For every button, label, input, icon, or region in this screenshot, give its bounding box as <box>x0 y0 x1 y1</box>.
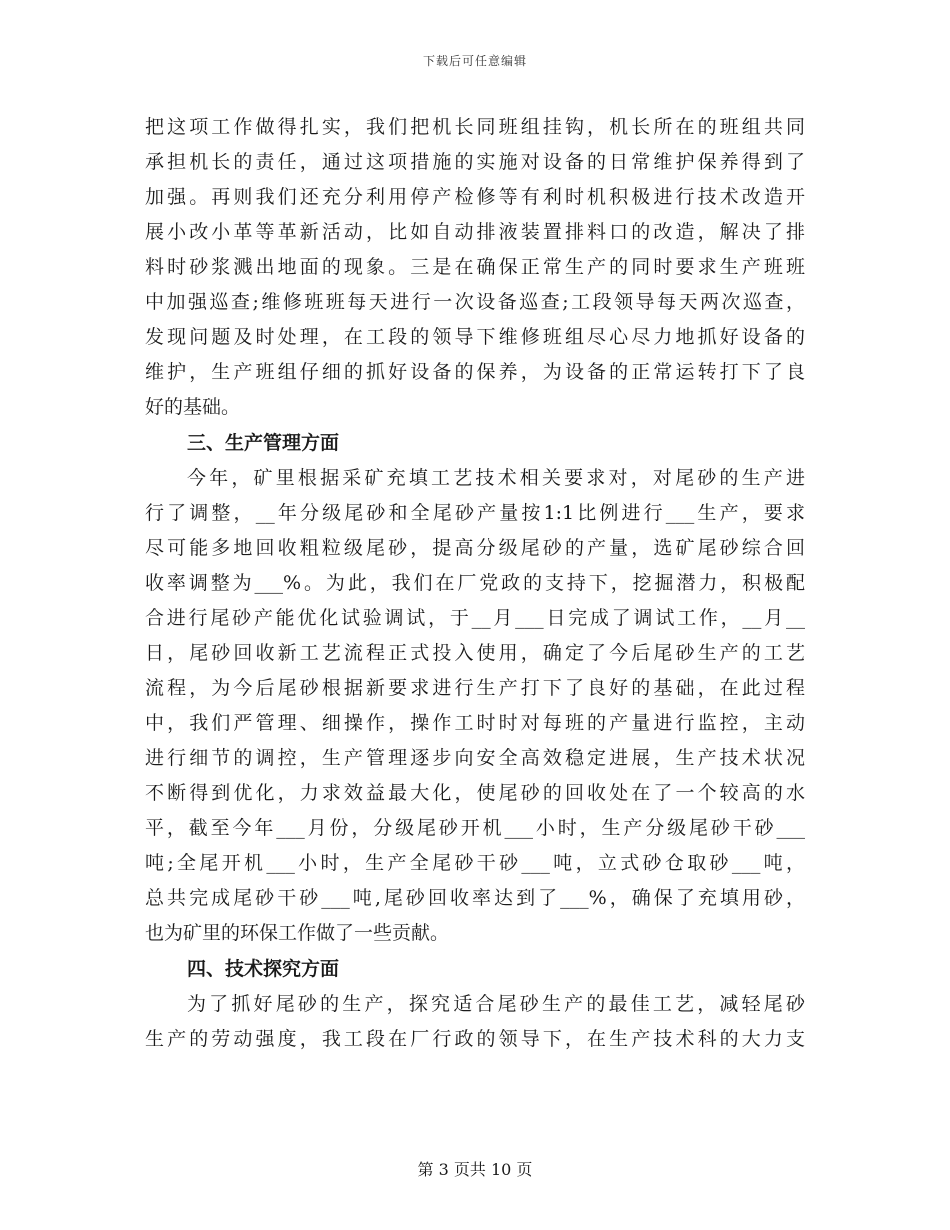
text-line: 流程，为今后尾砂根据新要求进行生产打下了良好的基础，在此过程 <box>145 677 805 699</box>
text-line: 料时砂浆溅出地面的现象。三是在确保正常生产的同时要求生产班班 <box>145 256 805 278</box>
text-line: 进行细节的调控，生产管理逐步向安全高效稳定进展，生产技术状况 <box>145 747 805 769</box>
text-line: 吨;全尾开机___小时，生产全尾砂干砂___吨，立式砂仓取砂___吨， <box>145 852 805 874</box>
section-heading-production-management: 三、生产管理方面 <box>187 432 340 454</box>
text-line: 也为矿里的环保工作做了一些贡献。 <box>145 922 450 944</box>
text-line: 总共完成尾砂干砂___吨,尾砂回收率达到了___%，确保了充填用砂， <box>145 887 805 909</box>
text-line: 合进行尾砂产能优化试验调试，于__月___日完成了调试工作，__月__ <box>145 607 805 629</box>
text-line: 今年，矿里根据采矿充填工艺技术相关要求对，对尾砂的生产进 <box>187 467 805 489</box>
text-line: 为了抓好尾砂的生产，探究适合尾砂生产的最佳工艺，减轻尾砂 <box>187 993 805 1015</box>
text-line: 生产的劳动强度，我工段在厂行政的领导下，在生产技术科的大力支 <box>145 1028 805 1050</box>
text-line: 展小改小革等革新活动，比如自动排液装置排料口的改造，解决了排 <box>145 221 805 243</box>
text-line: 把这项工作做得扎实，我们把机长同班组挂钩，机长所在的班组共同 <box>145 116 805 138</box>
text-line: 行了调整，__年分级尾砂和全尾砂产量按1:1比例进行___生产，要求 <box>145 502 805 524</box>
text-line: 发现问题及时处理，在工段的领导下维修班组尽心尽力地抓好设备的 <box>145 326 805 348</box>
text-line: 中加强巡查;维修班班每天进行一次设备巡查;工段领导每天两次巡查， <box>145 291 805 313</box>
page-header-note: 下载后可任意编辑 <box>422 54 527 68</box>
text-line: 加强。再则我们还充分利用停产检修等有利时机积极进行技术改造开 <box>145 186 805 208</box>
section-heading-technical-research: 四、技术探究方面 <box>187 958 340 980</box>
page-number: 第 3 页共 10 页 <box>417 1160 533 1179</box>
text-line: 维护，生产班组仔细的抓好设备的保养，为设备的正常运转打下了良 <box>145 361 805 383</box>
text-line: 尽可能多地回收粗粒级尾砂，提高分级尾砂的产量，选矿尾砂综合回 <box>145 537 805 559</box>
text-line: 承担机长的责任，通过这项措施的实施对设备的日常维护保养得到了 <box>145 151 805 173</box>
document-body <box>145 110 805 1057</box>
text-line: 中，我们严管理、细操作，操作工时时对每班的产量进行监控，主动 <box>145 712 805 734</box>
text-line: 不断得到优化，力求效益最大化，使尾砂的回收处在了一个较高的水 <box>145 782 805 804</box>
text-line: 平，截至今年___月份，分级尾砂开机___小时，生产分级尾砂干砂___ <box>145 817 805 839</box>
text-line: 日，尾砂回收新工艺流程正式投入使用，确定了今后尾砂生产的工艺 <box>145 642 805 664</box>
text-line: 收率调整为___%。为此，我们在厂党政的支持下，挖掘潜力，积极配 <box>145 572 805 594</box>
text-line: 好的基础。 <box>145 396 241 418</box>
